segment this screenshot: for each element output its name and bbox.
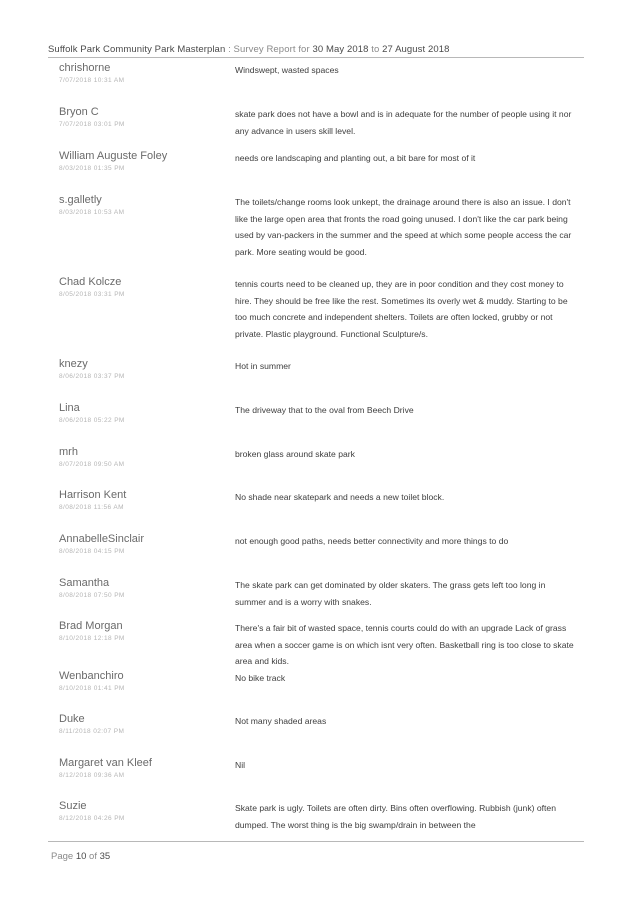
respondent-name: chrishorne [59, 62, 111, 74]
respondent-name: Lina [59, 402, 80, 414]
page-of-label: of [89, 851, 97, 862]
response-comment: tennis courts need to be cleaned up, they are in poor condition and they cost money to hire. They should be free like the rest. Sometimes its overly wet & muddy. Starting to be too much concrete and independent shelters. Toilets are often locked, grubby or not private. Plastic playground. Functional Sculpture/s. [235, 279, 568, 339]
response-date: 7/07/2018 10:31 AM [59, 77, 125, 84]
total-pages: 35 [99, 851, 111, 862]
header-divider [48, 57, 584, 58]
response-comment: Nil [235, 760, 246, 770]
respondent-name: knezy [59, 358, 88, 370]
response-date: 8/06/2018 05:22 PM [59, 417, 125, 424]
response-comment: needs ore landscaping and planting out, a bit bare for most of it [235, 153, 476, 163]
response-date: 8/12/2018 09:36 AM [59, 772, 125, 779]
response-date: 8/11/2018 02:07 PM [59, 728, 125, 735]
response-comment: not enough good paths, needs better connectivity and more things to do [235, 536, 509, 546]
report-start-date: 30 May 2018 [312, 44, 369, 55]
response-date: 8/10/2018 12:18 PM [59, 635, 125, 642]
response-date: 8/06/2018 03:37 PM [59, 373, 125, 380]
response-date: 8/07/2018 09:50 AM [59, 461, 125, 468]
report-end-date: 27 August 2018 [382, 44, 450, 55]
response-date: 8/08/2018 04:15 PM [59, 548, 125, 555]
page-label: Page [51, 851, 74, 862]
response-date: 8/03/2018 10:53 AM [59, 209, 125, 216]
respondent-name: s.galletly [59, 194, 102, 206]
response-date: 7/07/2018 03:01 PM [59, 121, 125, 128]
respondent-name: Brad Morgan [59, 620, 123, 632]
report-header [48, 44, 450, 55]
response-comment: The toilets/change rooms look unkept, the drainage around there is also an issue. I don't like the large open area that fronts the road going unused. I don't like the car park being used by van-packers in the summer and the speed at which some people access the car park. More seating would be good. [235, 197, 572, 257]
page-number: 10 [75, 851, 87, 862]
respondent-name: Chad Kolcze [59, 276, 122, 288]
response-comment: broken glass around skate park [235, 449, 355, 459]
respondent-name: William Auguste Foley [59, 150, 168, 162]
response-date: 8/08/2018 11:56 AM [59, 504, 124, 511]
report-subtitle: : Survey Report for [228, 44, 310, 55]
respondent-name: Samantha [59, 577, 110, 589]
response-comment: Hot in summer [235, 361, 291, 371]
response-comment: skate park does not have a bowl and is in adequate for the number of people using it nor any advance in users skill level. [235, 109, 572, 136]
page-footer [51, 851, 110, 862]
response-comment: No shade near skatepark and needs a new toilet block. [235, 492, 445, 502]
response-date: 8/08/2018 07:50 PM [59, 592, 125, 599]
report-title: Suffolk Park Community Park Masterplan [48, 44, 226, 55]
response-comment: The driveway that to the oval from Beech Drive [235, 405, 414, 415]
response-comment: Skate park is ugly. Toilets are often dirty. Bins often overflowing. Rubbish (junk) often dumped. The worst thing is the big swamp/drain in between the [235, 803, 556, 830]
response-comment: There's a fair bit of wasted space, tennis courts could do with an upgrade Lack of grass area when a soccer game is on which isnt very often. Basketball ring is too close to skate area and kids. [235, 623, 574, 667]
response-comment: No bike track [235, 673, 286, 683]
respondent-name: Duke [59, 713, 85, 725]
response-date: 8/05/2018 03:31 PM [59, 291, 125, 298]
respondent-name: Bryon C [59, 106, 99, 118]
response-date: 8/10/2018 01:41 PM [59, 685, 125, 692]
respondent-name: Wenbanchiro [59, 670, 124, 682]
respondent-name: Suzie [59, 800, 87, 812]
response-date: 8/12/2018 04:26 PM [59, 815, 125, 822]
response-comment: The skate park can get dominated by older skaters. The grass gets left too long in summer and is a worry with snakes. [235, 580, 546, 607]
respondent-name: Margaret van Kleef [59, 757, 152, 769]
respondent-name: mrh [59, 446, 78, 458]
respondent-name: AnnabelleSinclair [59, 533, 144, 545]
report-to-word: to [371, 44, 380, 55]
response-date: 8/03/2018 01:35 PM [59, 165, 125, 172]
response-comment: Not many shaded areas [235, 716, 327, 726]
footer-divider [48, 841, 584, 842]
respondent-name: Harrison Kent [59, 489, 127, 501]
response-comment: Windswept, wasted spaces [235, 65, 339, 75]
